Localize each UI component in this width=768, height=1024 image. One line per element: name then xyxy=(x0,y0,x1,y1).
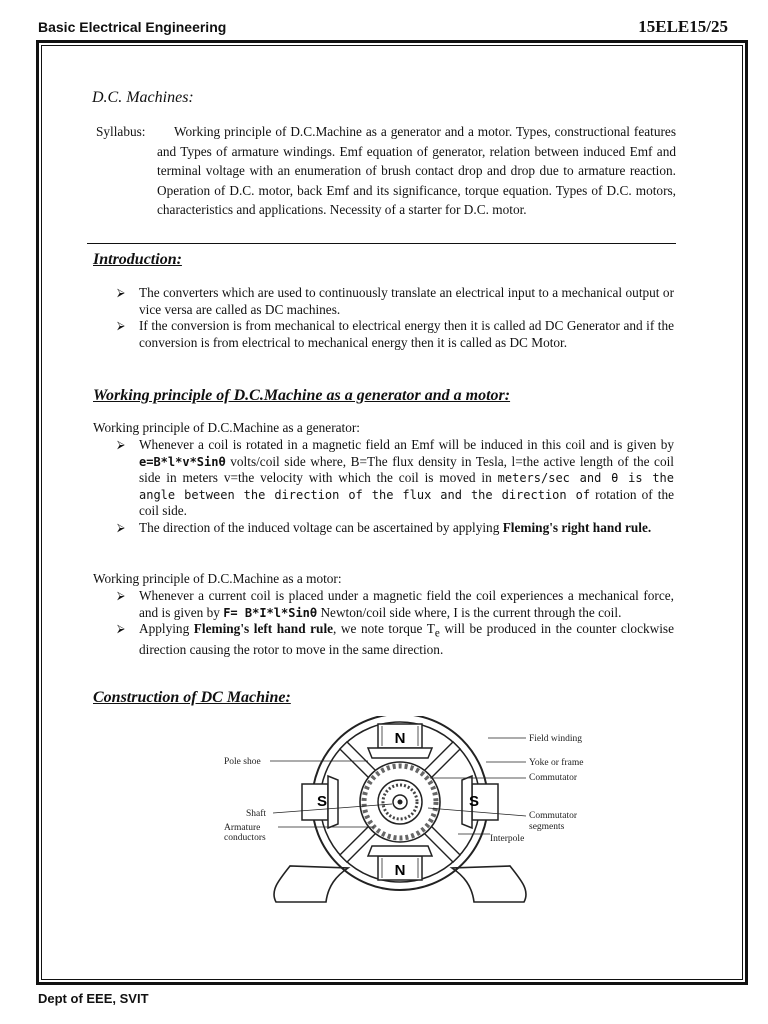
label-commutator-segments-2: segments xyxy=(529,822,565,832)
arrow-bullet-icon: ⮚ xyxy=(117,320,125,333)
bullet-text: will be produced in the counter clockwise direction causing the rotor to move in the same direction. xyxy=(139,621,674,658)
generator-list xyxy=(117,437,674,537)
syllabus-block xyxy=(96,122,676,220)
syllabus-label: Syllabus: xyxy=(96,124,146,139)
rule-name: Fleming's right hand rule. xyxy=(502,519,652,535)
bullet-text: Whenever a coil is rotated in a magnetic field an Emf will be induced in this coil and is given by xyxy=(139,437,674,452)
bullet-text: Whenever a current coil is placed under a magnetic field the coil experiences a mechanical force, and is given by xyxy=(139,588,674,620)
machine-base xyxy=(452,866,526,902)
chapter-title: D.C. Machines: xyxy=(92,89,194,106)
divider xyxy=(87,243,676,244)
syllabus-text: Working principle of D.C.Machine as a generator and a motor. Types, constructional features and Types of armature windings. Emf equation of generator, relation between induced Emf and terminal voltage with an enumeration of brush contact drop and drop due to armature reaction. Operation of D.C. motor, back Emf and its significance, torque equation. Types of D.C. motors, characteristics and applications. Necessity of a starter for D.C. motor. xyxy=(157,124,676,218)
label-pole-shoe: Pole shoe xyxy=(224,757,261,767)
subscript: e xyxy=(434,627,440,640)
arrow-bullet-icon: ⮚ xyxy=(117,590,125,602)
arrow-bullet-icon: ⮚ xyxy=(117,287,125,299)
generator-intro: Working principle of D.C.Machine as a generator: xyxy=(93,420,360,435)
label-armature-2: conductors xyxy=(224,833,266,843)
rule-name: Fleming's left hand rule xyxy=(193,621,334,637)
bullet-text: , we note torque T xyxy=(333,621,435,637)
bullet-text: The direction of the induced voltage can be ascertained by applying xyxy=(139,519,503,535)
header-code: 15ELE15/25 xyxy=(638,17,728,36)
emf-formula: e=B*l*v*Sinθ xyxy=(139,454,226,469)
pole-label-n-bottom: N xyxy=(394,862,406,879)
list-item xyxy=(117,318,674,351)
label-field-winding: Field winding xyxy=(529,734,583,744)
working-heading: Working principle of D.C.Machine as a generator and a motor: xyxy=(93,387,511,404)
force-formula: F= B*I*l*Sinθ xyxy=(223,605,318,620)
introduction-heading: Introduction: xyxy=(93,251,182,268)
header-title: Basic Electrical Engineering xyxy=(38,19,227,35)
arrow-bullet-icon: ⮚ xyxy=(117,521,125,534)
list-item xyxy=(117,520,674,537)
bullet-text: volts/coil side where, B=The flux density in Tesla, l=the active length of the coil side in meters v=the velocity with which the coil is moved in xyxy=(139,453,674,486)
introduction-list xyxy=(117,285,674,351)
label-yoke: Yoke or frame xyxy=(529,758,584,768)
bullet-text: Newton/coil side where, I is the current through the coil. xyxy=(317,604,622,620)
arrow-bullet-icon: ⮚ xyxy=(117,623,125,636)
construction-heading: Construction of DC Machine: xyxy=(93,689,291,706)
machine-base xyxy=(274,866,348,902)
bullet-text-mono: meters/sec and θ is the angle between the direction of the flux and the direction of xyxy=(139,471,675,502)
pole-label-s-right: S xyxy=(468,793,480,810)
label-shaft: Shaft xyxy=(246,809,267,819)
pole-label-s-left: S xyxy=(316,793,328,810)
list-item xyxy=(117,588,674,621)
bullet-text: Applying xyxy=(139,621,194,637)
footer-dept: Dept of EEE, SVIT xyxy=(38,991,149,1006)
motor-list xyxy=(117,588,674,659)
list-item xyxy=(117,437,674,520)
list-item xyxy=(117,285,674,318)
label-commutator: Commutator xyxy=(529,773,578,783)
label-commutator-segments-1: Commutator xyxy=(529,811,578,821)
dc-machine-diagram xyxy=(218,716,608,904)
label-armature-1: Armature xyxy=(224,823,261,833)
motor-intro: Working principle of D.C.Machine as a motor: xyxy=(93,571,342,586)
pole-label-n-top: N xyxy=(394,730,406,747)
bullet-text: If the conversion is from mechanical to electrical energy then it is called ad DC Generator and if the conversion is from electrical to mechanical energy then it is called as DC Motor. xyxy=(139,318,674,350)
bullet-text: rotation of the coil side. xyxy=(139,486,674,519)
list-item xyxy=(117,621,674,659)
label-interpole: Interpole xyxy=(490,834,525,844)
arrow-bullet-icon: ⮚ xyxy=(117,439,125,451)
bullet-text: The converters which are used to continuously translate an electrical input to a mechanical output or vice versa are called as DC machines. xyxy=(139,285,674,317)
